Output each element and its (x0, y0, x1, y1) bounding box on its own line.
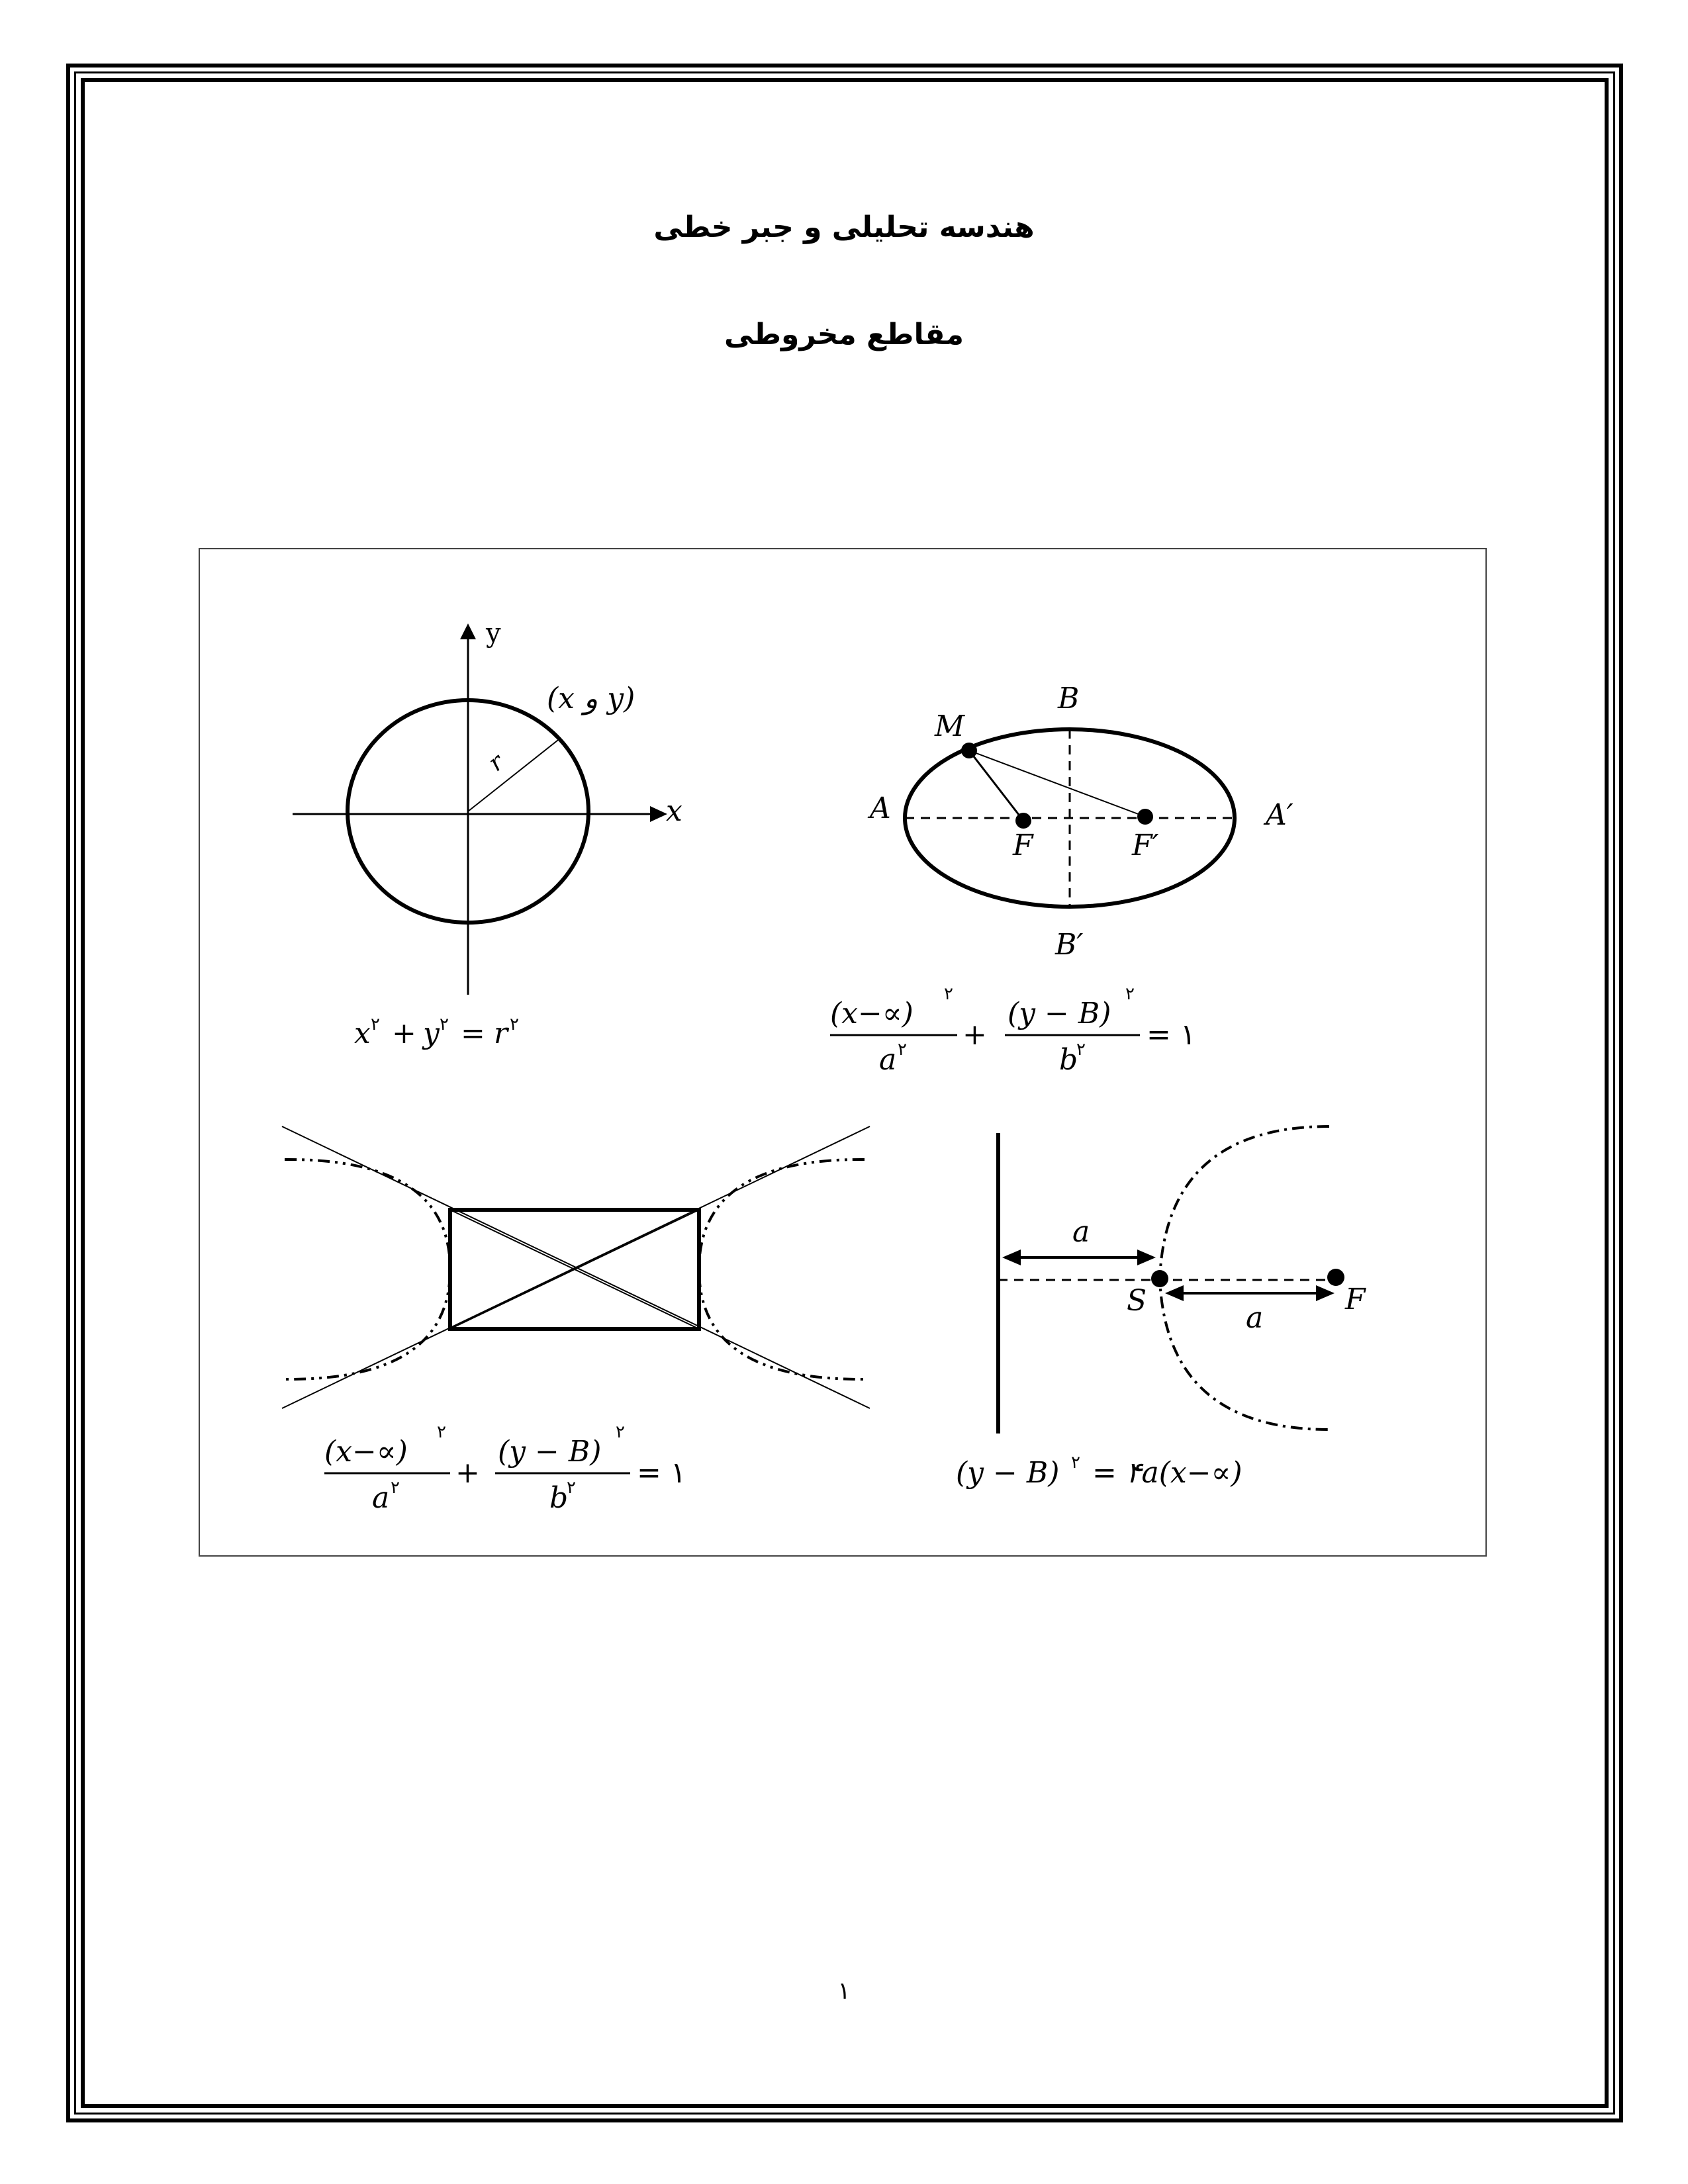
hyperbola-eq-den-1-sup: ۲ (391, 1478, 400, 1498)
hyperbola-eq-rhs: = ۱ (637, 1456, 686, 1490)
parabola-eq-lhs: (y − B) (956, 1456, 1060, 1490)
parabola-label-a-bottom: a (1246, 1301, 1264, 1335)
circle-equation (354, 1015, 519, 1050)
ellipse-label-m: M (935, 709, 965, 743)
x-axis-arrow-icon (650, 806, 667, 822)
circle-figure (293, 618, 682, 1050)
circle-eq-sup-1: ۲ (371, 1015, 380, 1034)
ellipse-eq-num-1-sup: ۲ (944, 984, 953, 1004)
ellipse-label-b: B (1058, 682, 1080, 715)
parabola-label-s: S (1127, 1284, 1147, 1318)
parabola-eq-rhs: = ۴a(x−∝) (1092, 1456, 1243, 1490)
circle-eq-y: y (423, 1017, 440, 1050)
circle-eq-plus: + (392, 1017, 416, 1050)
hyperbola-eq-num-2: (y − B) (498, 1435, 602, 1469)
ellipse-label-f: F (1013, 829, 1033, 862)
parabola-curve (1160, 1126, 1329, 1430)
hyperbola-figure (282, 1126, 870, 1515)
ellipse-eq-den-1: a (879, 1043, 897, 1077)
page-number: ۱ (837, 1978, 851, 2005)
circle-x-axis-label: x (666, 794, 682, 828)
circle-radius-label: r (483, 749, 510, 778)
circle-eq-sup-3: ۲ (510, 1015, 519, 1034)
ellipse-point-m (961, 743, 977, 758)
ellipse-eq-num-2-sup: ۲ (1125, 984, 1135, 1004)
hyperbola-eq-den-2-sup: ۲ (567, 1478, 576, 1498)
hyperbola-right-branch (699, 1160, 865, 1379)
document-subtitle: مقاطع مخروطی (724, 318, 964, 351)
circle-radius (468, 738, 561, 811)
parabola-equation (956, 1453, 1243, 1490)
ellipse-eq-den-2: b (1059, 1043, 1078, 1077)
hyperbola-eq-den-1: a (372, 1481, 390, 1515)
circle-eq-sup-2: ۲ (440, 1015, 449, 1034)
parabola-label-f: F (1345, 1283, 1366, 1316)
ellipse-figure (830, 682, 1293, 1077)
hyperbola-left-branch (285, 1160, 450, 1379)
ellipse-eq-plus: + (962, 1018, 987, 1052)
hyperbola-eq-num-2-sup: ۲ (616, 1422, 625, 1442)
parabola-arrow-top-right-icon (1137, 1250, 1156, 1265)
parabola-figure (956, 1126, 1366, 1490)
parabola-arrow-bottom-right-icon (1316, 1285, 1335, 1301)
conic-sections-diagram (200, 549, 1485, 1555)
document-title: هندسه تحلیلی و جبر خطی (653, 210, 1035, 244)
ellipse-eq-num-1: (x−∝) (830, 997, 914, 1030)
ellipse-focus-f-prime (1137, 809, 1153, 825)
hyperbola-eq-plus: + (455, 1456, 480, 1490)
parabola-arrow-top-left-icon (1002, 1250, 1021, 1265)
hyperbola-eq-num-1: (x−∝) (324, 1435, 408, 1469)
parabola-arrow-bottom-left-icon (1165, 1285, 1184, 1301)
circle-eq-x: x (354, 1017, 371, 1050)
hyperbola-equation (324, 1422, 686, 1515)
ellipse-label-f-prime: F′ (1132, 829, 1159, 862)
ellipse-eq-num-2: (y − B) (1008, 997, 1111, 1030)
ellipse-eq-den-1-sup: ۲ (898, 1040, 907, 1060)
ellipse-label-a: A (870, 792, 891, 825)
ellipse-label-b-prime: B′ (1055, 928, 1084, 962)
hyperbola-eq-num-1-sup: ۲ (437, 1422, 446, 1442)
circle-y-axis-label: y (486, 618, 501, 649)
conic-sections-figure (199, 548, 1487, 1557)
ellipse-eq-rhs: = ۱ (1147, 1018, 1196, 1052)
parabola-label-a-top: a (1072, 1215, 1090, 1249)
hyperbola-eq-den-2: b (549, 1481, 569, 1515)
circle-eq-equals: = (461, 1017, 485, 1050)
ellipse-focus-f (1015, 813, 1031, 829)
parabola-focus-f (1327, 1269, 1344, 1286)
ellipse-eq-den-2-sup: ۲ (1076, 1040, 1086, 1060)
circle-eq-r: r (494, 1017, 508, 1050)
ellipse-equation (830, 984, 1196, 1077)
parabola-eq-sup: ۲ (1071, 1453, 1080, 1473)
y-axis-arrow-icon (460, 623, 476, 639)
parabola-vertex-s (1151, 1270, 1168, 1287)
ellipse-label-a-prime: A′ (1266, 798, 1293, 832)
circle-point-label: (x و y) (547, 682, 635, 715)
